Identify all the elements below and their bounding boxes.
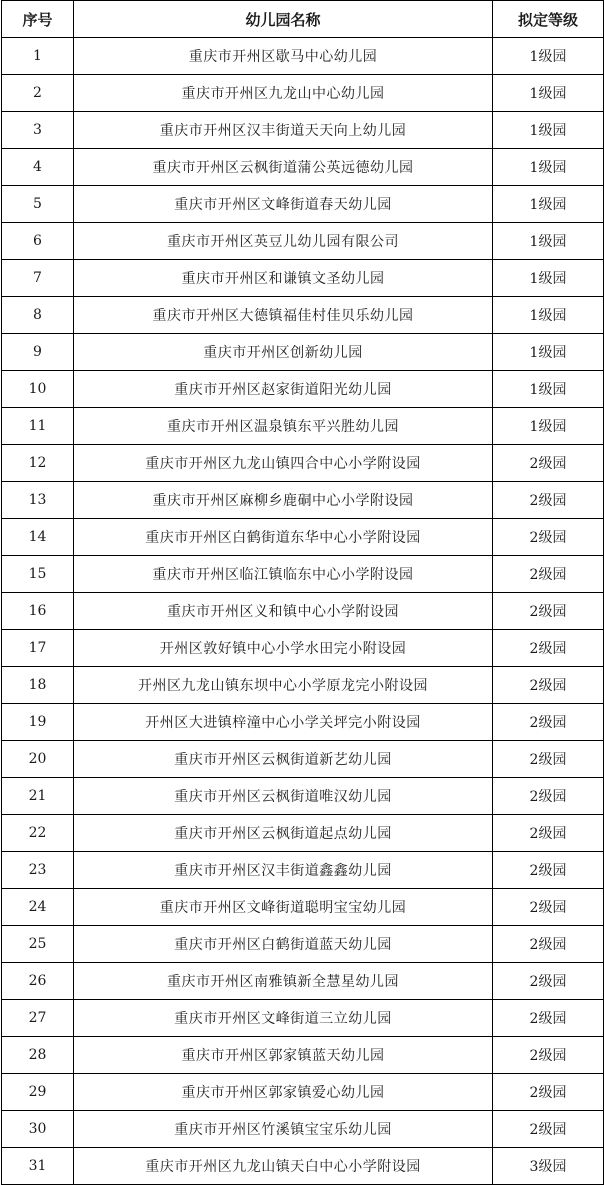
row-index: 10 bbox=[2, 371, 74, 408]
row-index: 5 bbox=[2, 186, 74, 223]
proposed-grade: 2级园 bbox=[493, 667, 604, 704]
table-body bbox=[2, 38, 604, 1185]
table-row bbox=[2, 149, 604, 186]
table-row bbox=[2, 1074, 604, 1111]
table-row bbox=[2, 260, 604, 297]
table-row bbox=[2, 963, 604, 1000]
row-index: 9 bbox=[2, 334, 74, 371]
table-row bbox=[2, 186, 604, 223]
proposed-grade: 2级园 bbox=[493, 778, 604, 815]
row-index: 2 bbox=[2, 75, 74, 112]
row-index: 16 bbox=[2, 593, 74, 630]
proposed-grade: 1级园 bbox=[493, 408, 604, 445]
proposed-grade: 2级园 bbox=[493, 704, 604, 741]
row-index: 11 bbox=[2, 408, 74, 445]
proposed-grade: 1级园 bbox=[493, 112, 604, 149]
row-index: 13 bbox=[2, 482, 74, 519]
row-index: 3 bbox=[2, 112, 74, 149]
proposed-grade: 1级园 bbox=[493, 38, 604, 75]
row-index: 1 bbox=[2, 38, 74, 75]
proposed-grade: 2级园 bbox=[493, 482, 604, 519]
kindergarten-name: 重庆市开州区云枫街道起点幼儿园 bbox=[74, 815, 493, 852]
proposed-grade: 2级园 bbox=[493, 1074, 604, 1111]
table-row bbox=[2, 704, 604, 741]
proposed-grade: 3级园 bbox=[493, 1148, 604, 1185]
kindergarten-name: 重庆市开州区郭家镇爱心幼儿园 bbox=[74, 1074, 493, 1111]
kindergarten-name: 重庆市开州区温泉镇东平兴胜幼儿园 bbox=[74, 408, 493, 445]
proposed-grade: 1级园 bbox=[493, 260, 604, 297]
row-index: 18 bbox=[2, 667, 74, 704]
header-kindergarten-name: 幼儿园名称 bbox=[74, 1, 493, 38]
kindergarten-name: 开州区九龙山镇东坝中心小学原龙完小附设园 bbox=[74, 667, 493, 704]
proposed-grade: 2级园 bbox=[493, 1000, 604, 1037]
kindergarten-name: 重庆市开州区云枫街道蒲公英远德幼儿园 bbox=[74, 149, 493, 186]
table-header-row bbox=[2, 1, 604, 38]
table-row bbox=[2, 889, 604, 926]
proposed-grade: 2级园 bbox=[493, 926, 604, 963]
kindergarten-grade-table bbox=[1, 0, 604, 1185]
kindergarten-name: 重庆市开州区文峰街道春天幼儿园 bbox=[74, 186, 493, 223]
row-index: 29 bbox=[2, 1074, 74, 1111]
header-index: 序号 bbox=[2, 1, 74, 38]
kindergarten-name: 重庆市开州区大德镇福佳村佳贝乐幼儿园 bbox=[74, 297, 493, 334]
proposed-grade: 2级园 bbox=[493, 889, 604, 926]
table-row bbox=[2, 38, 604, 75]
table-row bbox=[2, 445, 604, 482]
table-row bbox=[2, 408, 604, 445]
table-row bbox=[2, 297, 604, 334]
proposed-grade: 2级园 bbox=[493, 445, 604, 482]
proposed-grade: 2级园 bbox=[493, 630, 604, 667]
proposed-grade: 2级园 bbox=[493, 1111, 604, 1148]
table-row bbox=[2, 75, 604, 112]
row-index: 28 bbox=[2, 1037, 74, 1074]
table-row bbox=[2, 926, 604, 963]
table-row bbox=[2, 112, 604, 149]
row-index: 31 bbox=[2, 1148, 74, 1185]
table-row bbox=[2, 815, 604, 852]
proposed-grade: 1级园 bbox=[493, 223, 604, 260]
table-row bbox=[2, 1000, 604, 1037]
kindergarten-name: 重庆市开州区汉丰街道鑫鑫幼儿园 bbox=[74, 852, 493, 889]
proposed-grade: 1级园 bbox=[493, 149, 604, 186]
row-index: 6 bbox=[2, 223, 74, 260]
kindergarten-name: 重庆市开州区九龙山镇四合中心小学附设园 bbox=[74, 445, 493, 482]
table-row bbox=[2, 519, 604, 556]
kindergarten-name: 重庆市开州区竹溪镇宝宝乐幼儿园 bbox=[74, 1111, 493, 1148]
row-index: 17 bbox=[2, 630, 74, 667]
row-index: 26 bbox=[2, 963, 74, 1000]
table-row bbox=[2, 1037, 604, 1074]
table-row bbox=[2, 1148, 604, 1185]
row-index: 30 bbox=[2, 1111, 74, 1148]
proposed-grade: 2级园 bbox=[493, 963, 604, 1000]
table-row bbox=[2, 778, 604, 815]
proposed-grade: 2级园 bbox=[493, 593, 604, 630]
proposed-grade: 2级园 bbox=[493, 556, 604, 593]
row-index: 24 bbox=[2, 889, 74, 926]
row-index: 14 bbox=[2, 519, 74, 556]
table-row bbox=[2, 482, 604, 519]
table-row bbox=[2, 593, 604, 630]
kindergarten-name: 重庆市开州区赵家街道阳光幼儿园 bbox=[74, 371, 493, 408]
row-index: 4 bbox=[2, 149, 74, 186]
table-row bbox=[2, 667, 604, 704]
table-row bbox=[2, 371, 604, 408]
kindergarten-name: 重庆市开州区白鹤街道东华中心小学附设园 bbox=[74, 519, 493, 556]
proposed-grade: 1级园 bbox=[493, 75, 604, 112]
row-index: 21 bbox=[2, 778, 74, 815]
row-index: 15 bbox=[2, 556, 74, 593]
table-row bbox=[2, 630, 604, 667]
table-row bbox=[2, 556, 604, 593]
table-row bbox=[2, 1111, 604, 1148]
proposed-grade: 2级园 bbox=[493, 852, 604, 889]
row-index: 12 bbox=[2, 445, 74, 482]
kindergarten-name: 重庆市开州区云枫街道唯汉幼儿园 bbox=[74, 778, 493, 815]
kindergarten-name: 重庆市开州区和谦镇文圣幼儿园 bbox=[74, 260, 493, 297]
kindergarten-name: 重庆市开州区文峰街道三立幼儿园 bbox=[74, 1000, 493, 1037]
kindergarten-name: 重庆市开州区英豆儿幼儿园有限公司 bbox=[74, 223, 493, 260]
proposed-grade: 2级园 bbox=[493, 519, 604, 556]
row-index: 7 bbox=[2, 260, 74, 297]
kindergarten-name: 重庆市开州区创新幼儿园 bbox=[74, 334, 493, 371]
row-index: 25 bbox=[2, 926, 74, 963]
kindergarten-name: 重庆市开州区九龙山镇天白中心小学附设园 bbox=[74, 1148, 493, 1185]
proposed-grade: 1级园 bbox=[493, 297, 604, 334]
kindergarten-name: 重庆市开州区白鹤街道蓝天幼儿园 bbox=[74, 926, 493, 963]
row-index: 20 bbox=[2, 741, 74, 778]
kindergarten-name: 重庆市开州区九龙山中心幼儿园 bbox=[74, 75, 493, 112]
header-proposed-grade: 拟定等级 bbox=[493, 1, 604, 38]
proposed-grade: 2级园 bbox=[493, 1037, 604, 1074]
row-index: 22 bbox=[2, 815, 74, 852]
kindergarten-name: 重庆市开州区歇马中心幼儿园 bbox=[74, 38, 493, 75]
row-index: 23 bbox=[2, 852, 74, 889]
row-index: 8 bbox=[2, 297, 74, 334]
kindergarten-name: 重庆市开州区文峰街道聪明宝宝幼儿园 bbox=[74, 889, 493, 926]
row-index: 27 bbox=[2, 1000, 74, 1037]
proposed-grade: 1级园 bbox=[493, 186, 604, 223]
kindergarten-name: 重庆市开州区云枫街道新艺幼儿园 bbox=[74, 741, 493, 778]
proposed-grade: 1级园 bbox=[493, 371, 604, 408]
table-row bbox=[2, 223, 604, 260]
table-row bbox=[2, 852, 604, 889]
table-row bbox=[2, 334, 604, 371]
proposed-grade: 1级园 bbox=[493, 334, 604, 371]
kindergarten-name: 重庆市开州区义和镇中心小学附设园 bbox=[74, 593, 493, 630]
row-index: 19 bbox=[2, 704, 74, 741]
proposed-grade: 2级园 bbox=[493, 741, 604, 778]
kindergarten-name: 重庆市开州区郭家镇蓝天幼儿园 bbox=[74, 1037, 493, 1074]
kindergarten-name: 重庆市开州区汉丰街道天天向上幼儿园 bbox=[74, 112, 493, 149]
proposed-grade: 2级园 bbox=[493, 815, 604, 852]
kindergarten-name: 开州区大进镇梓潼中心小学关坪完小附设园 bbox=[74, 704, 493, 741]
kindergarten-name: 重庆市开州区麻柳乡鹿硐中心小学附设园 bbox=[74, 482, 493, 519]
kindergarten-name: 开州区敦好镇中心小学水田完小附设园 bbox=[74, 630, 493, 667]
kindergarten-name: 重庆市开州区南雅镇新全慧星幼儿园 bbox=[74, 963, 493, 1000]
kindergarten-name: 重庆市开州区临江镇临东中心小学附设园 bbox=[74, 556, 493, 593]
table-row bbox=[2, 741, 604, 778]
